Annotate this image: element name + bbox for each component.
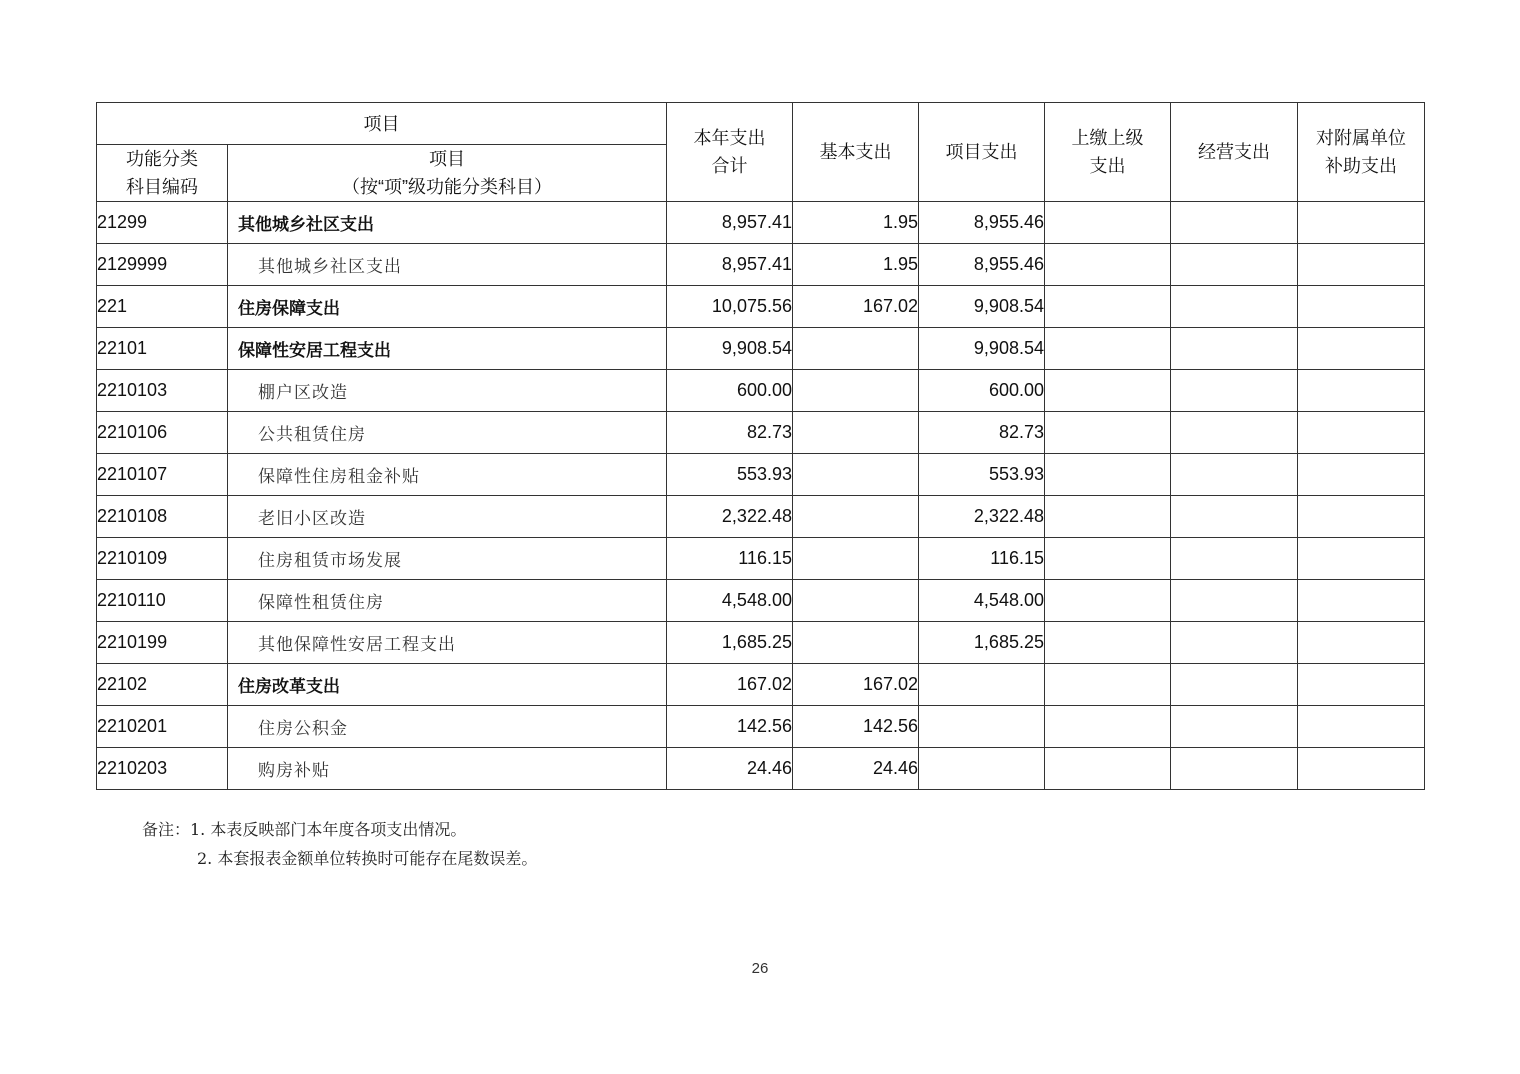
page-number: 26	[751, 960, 769, 977]
header-code	[97, 145, 228, 202]
cell-operating	[1171, 328, 1298, 370]
cell-basic	[793, 580, 919, 622]
cell-item-name: 保障性住房租金补贴	[228, 454, 667, 496]
cell-operating	[1171, 706, 1298, 748]
cell-superior	[1045, 664, 1171, 706]
cell-operating	[1171, 580, 1298, 622]
cell-superior	[1045, 496, 1171, 538]
cell-code: 2210201	[97, 706, 228, 748]
cell-operating	[1171, 454, 1298, 496]
cell-item-name: 住房公积金	[228, 706, 667, 748]
cell-project: 4,548.00	[919, 580, 1045, 622]
cell-code: 2129999	[97, 244, 228, 286]
cell-subsidiary	[1298, 622, 1425, 664]
cell-superior	[1045, 370, 1171, 412]
cell-code: 2210110	[97, 580, 228, 622]
cell-project: 600.00	[919, 370, 1045, 412]
cell-project: 8,955.46	[919, 244, 1045, 286]
cell-subsidiary	[1298, 580, 1425, 622]
cell-superior	[1045, 622, 1171, 664]
header-total-line1: 本年支出	[693, 128, 766, 148]
cell-code: 22102	[97, 664, 228, 706]
cell-total: 142.56	[667, 706, 793, 748]
cell-operating	[1171, 748, 1298, 790]
cell-code: 22101	[97, 328, 228, 370]
cell-code: 2210199	[97, 622, 228, 664]
cell-operating	[1171, 202, 1298, 244]
cell-basic: 142.56	[793, 706, 919, 748]
cell-project: 2,322.48	[919, 496, 1045, 538]
cell-project: 8,955.46	[919, 202, 1045, 244]
cell-basic	[793, 538, 919, 580]
cell-total: 9,908.54	[667, 328, 793, 370]
cell-item-name: 保障性安居工程支出	[228, 328, 667, 370]
cell-code: 2210203	[97, 748, 228, 790]
cell-superior	[1045, 538, 1171, 580]
cell-basic	[793, 328, 919, 370]
cell-code: 2210106	[97, 412, 228, 454]
cell-subsidiary	[1298, 664, 1425, 706]
cell-basic	[793, 370, 919, 412]
cell-project: 9,908.54	[919, 286, 1045, 328]
cell-superior	[1045, 286, 1171, 328]
cell-item-name: 其他城乡社区支出	[228, 244, 667, 286]
header-superior	[1045, 103, 1171, 202]
cell-item-name: 购房补贴	[228, 748, 667, 790]
cell-basic: 1.95	[793, 202, 919, 244]
table-header	[97, 103, 1425, 202]
cell-basic: 167.02	[793, 286, 919, 328]
header-code-line2: 科目编码	[126, 177, 198, 197]
cell-basic: 1.95	[793, 244, 919, 286]
cell-operating	[1171, 664, 1298, 706]
cell-code: 2210103	[97, 370, 228, 412]
cell-total: 8,957.41	[667, 202, 793, 244]
cell-subsidiary	[1298, 706, 1425, 748]
cell-subsidiary	[1298, 286, 1425, 328]
header-superior-line2: 支出	[1089, 156, 1126, 176]
header-code-line1: 功能分类	[126, 149, 198, 169]
table-row	[97, 538, 1425, 580]
table-row	[97, 622, 1425, 664]
cell-basic	[793, 412, 919, 454]
cell-subsidiary	[1298, 328, 1425, 370]
table-row	[97, 496, 1425, 538]
cell-superior	[1045, 202, 1171, 244]
header-project: 项目支出	[919, 103, 1045, 202]
cell-item-name: 公共租赁住房	[228, 412, 667, 454]
cell-project: 116.15	[919, 538, 1045, 580]
cell-subsidiary	[1298, 748, 1425, 790]
cell-project	[919, 664, 1045, 706]
cell-total: 10,075.56	[667, 286, 793, 328]
cell-superior	[1045, 580, 1171, 622]
cell-code: 21299	[97, 202, 228, 244]
table-row	[97, 370, 1425, 412]
cell-total: 1,685.25	[667, 622, 793, 664]
cell-code: 2210107	[97, 454, 228, 496]
cell-item-name: 住房保障支出	[228, 286, 667, 328]
cell-total: 167.02	[667, 664, 793, 706]
header-superior-line1: 上缴上级	[1071, 128, 1144, 148]
header-name-line1: 项目	[429, 149, 465, 169]
cell-superior	[1045, 328, 1171, 370]
cell-item-name: 棚户区改造	[228, 370, 667, 412]
header-total-line2: 合计	[711, 156, 748, 176]
cell-subsidiary	[1298, 496, 1425, 538]
cell-total: 2,322.48	[667, 496, 793, 538]
cell-superior	[1045, 244, 1171, 286]
table-row	[97, 202, 1425, 244]
footnote-2: 2. 本套报表金额单位转换时可能存在尾数误差。	[197, 849, 538, 868]
header-item-group: 项目	[97, 103, 667, 145]
cell-total: 82.73	[667, 412, 793, 454]
cell-item-name: 保障性租赁住房	[228, 580, 667, 622]
header-basic: 基本支出	[793, 103, 919, 202]
table-row	[97, 664, 1425, 706]
header-subsidiary-line1: 对附属单位	[1316, 128, 1406, 148]
cell-total: 8,957.41	[667, 244, 793, 286]
cell-superior	[1045, 412, 1171, 454]
cell-superior	[1045, 706, 1171, 748]
expenditure-table	[96, 102, 1425, 790]
cell-total: 24.46	[667, 748, 793, 790]
cell-basic: 24.46	[793, 748, 919, 790]
cell-subsidiary	[1298, 370, 1425, 412]
cell-item-name: 其他保障性安居工程支出	[228, 622, 667, 664]
cell-item-name: 住房改革支出	[228, 664, 667, 706]
footnote-1: 备注：1. 本表反映部门本年度各项支出情况。	[142, 820, 467, 839]
table-row	[97, 328, 1425, 370]
cell-project	[919, 748, 1045, 790]
cell-basic: 167.02	[793, 664, 919, 706]
cell-item-name: 老旧小区改造	[228, 496, 667, 538]
cell-subsidiary	[1298, 412, 1425, 454]
header-total	[667, 103, 793, 202]
cell-item-name: 住房租赁市场发展	[228, 538, 667, 580]
cell-total: 116.15	[667, 538, 793, 580]
cell-operating	[1171, 622, 1298, 664]
cell-project: 553.93	[919, 454, 1045, 496]
cell-code: 2210108	[97, 496, 228, 538]
cell-operating	[1171, 244, 1298, 286]
cell-superior	[1045, 454, 1171, 496]
table-row	[97, 454, 1425, 496]
cell-subsidiary	[1298, 244, 1425, 286]
cell-basic	[793, 454, 919, 496]
cell-subsidiary	[1298, 538, 1425, 580]
table-row	[97, 706, 1425, 748]
cell-subsidiary	[1298, 454, 1425, 496]
table-body	[97, 202, 1425, 790]
cell-project: 9,908.54	[919, 328, 1045, 370]
cell-operating	[1171, 286, 1298, 328]
cell-operating	[1171, 496, 1298, 538]
table-row	[97, 580, 1425, 622]
cell-code: 221	[97, 286, 228, 328]
table-row	[97, 412, 1425, 454]
cell-item-name: 其他城乡社区支出	[228, 202, 667, 244]
cell-subsidiary	[1298, 202, 1425, 244]
table-row	[97, 748, 1425, 790]
cell-project: 1,685.25	[919, 622, 1045, 664]
header-name	[228, 145, 667, 202]
cell-operating	[1171, 538, 1298, 580]
cell-operating	[1171, 370, 1298, 412]
table-row	[97, 244, 1425, 286]
cell-operating	[1171, 412, 1298, 454]
header-name-line2: （按“项”级功能分类科目）	[342, 177, 552, 197]
cell-basic	[793, 496, 919, 538]
cell-total: 600.00	[667, 370, 793, 412]
cell-basic	[793, 622, 919, 664]
header-subsidiary	[1298, 103, 1425, 202]
cell-code: 2210109	[97, 538, 228, 580]
table-row	[97, 286, 1425, 328]
cell-project: 82.73	[919, 412, 1045, 454]
footnotes	[142, 815, 537, 873]
header-subsidiary-line2: 补助支出	[1325, 156, 1397, 176]
cell-total: 4,548.00	[667, 580, 793, 622]
cell-superior	[1045, 748, 1171, 790]
cell-total: 553.93	[667, 454, 793, 496]
header-operating: 经营支出	[1171, 103, 1298, 202]
cell-project	[919, 706, 1045, 748]
